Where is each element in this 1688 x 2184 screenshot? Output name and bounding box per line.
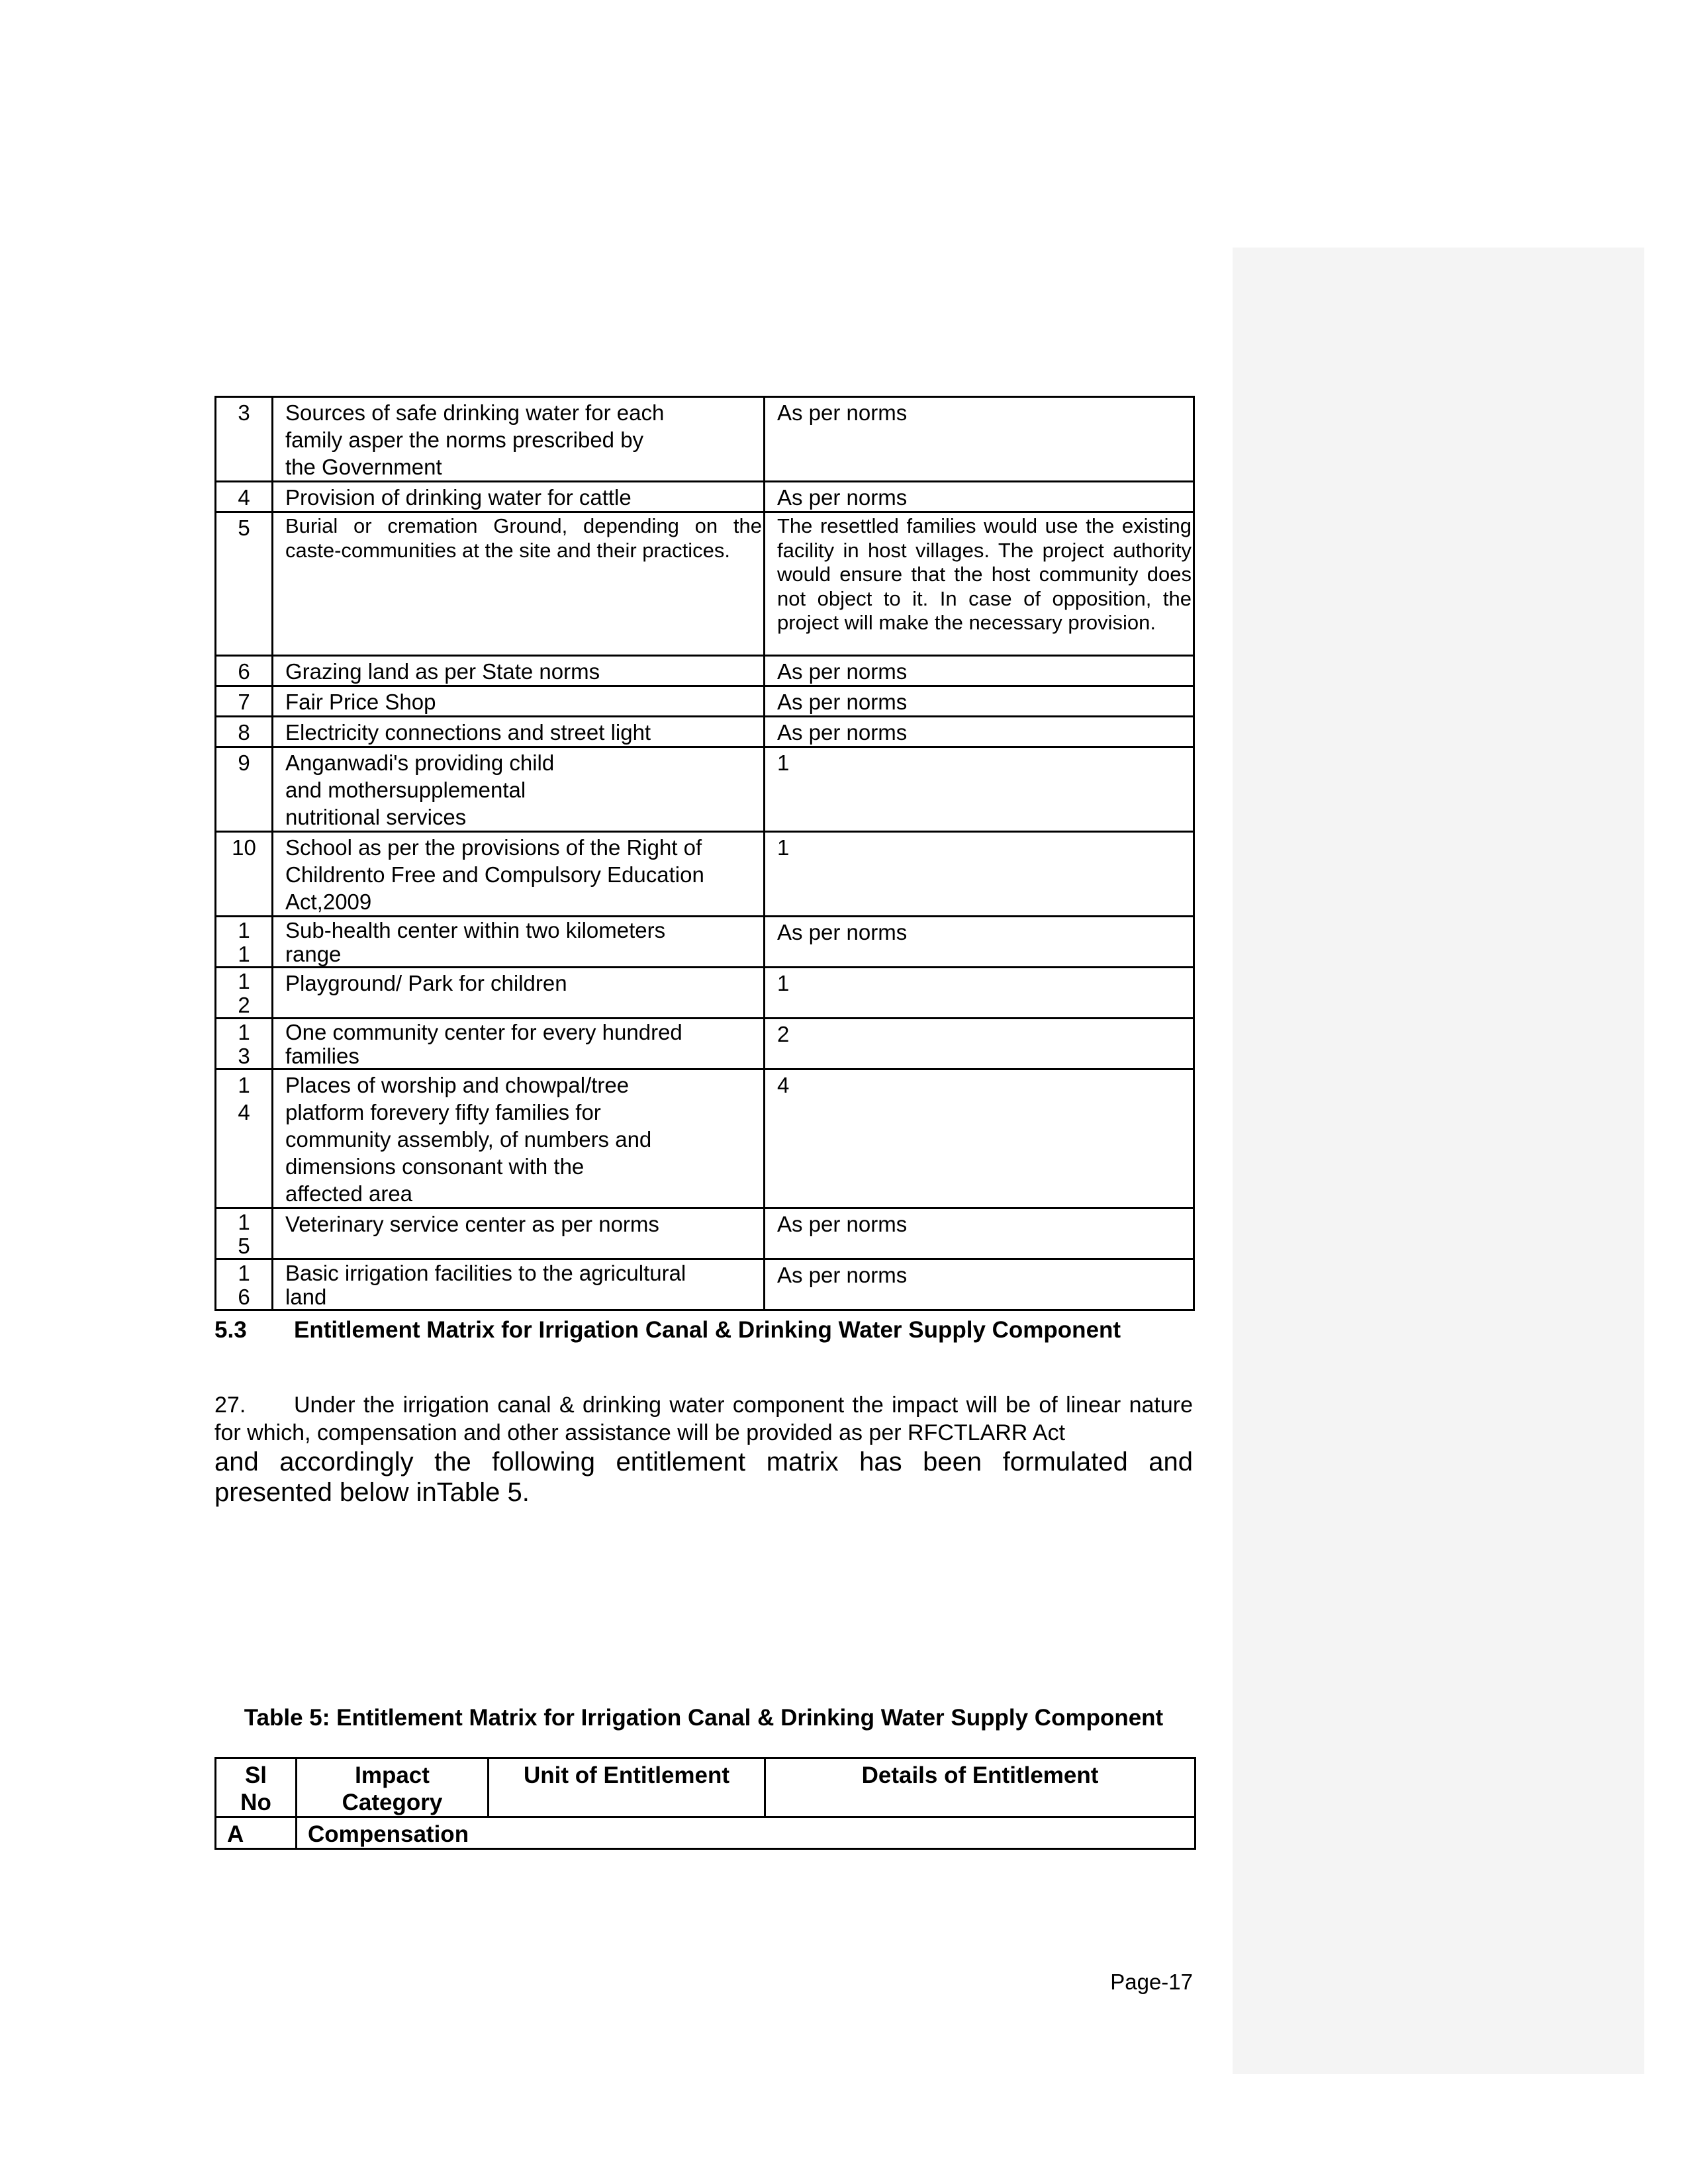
facility-cell: Grazing land as per State norms bbox=[273, 656, 765, 686]
table-row bbox=[216, 1069, 1194, 1208]
facility-cell: Provision of drinking water for cattle bbox=[273, 482, 765, 512]
table-row bbox=[216, 512, 1194, 656]
facility-cell: Anganwadi's providing child and mothersupplemental nutritional services bbox=[273, 747, 765, 832]
provision-cell: 1 bbox=[765, 832, 1194, 917]
table-row bbox=[216, 717, 1194, 747]
provision-cell: As per norms bbox=[765, 686, 1194, 717]
row-number: 1 1 bbox=[216, 917, 273, 968]
facility-cell: Sub-health center within two kilometers range bbox=[273, 917, 765, 968]
provision-cell: 4 bbox=[765, 1069, 1194, 1208]
table-row bbox=[216, 397, 1194, 482]
header-unit-of-entitlement: Unit of Entitlement bbox=[489, 1758, 765, 1817]
provision-cell: As per norms bbox=[765, 482, 1194, 512]
amenities-table bbox=[214, 396, 1195, 1311]
provision-cell: The resettled families would use the existing facility in host villages. The project authority would ensure that the host community does not object to it. In case of opposition, the project will make the necessary provision. bbox=[765, 512, 1194, 656]
row-number: 1 4 bbox=[216, 1069, 273, 1208]
facility-cell: Electricity connections and street light bbox=[273, 717, 765, 747]
row-number: 1 6 bbox=[216, 1259, 273, 1310]
paragraph-number: 27. bbox=[214, 1392, 246, 1418]
comment-pane bbox=[1233, 248, 1644, 2074]
section-number: 5.3 bbox=[214, 1317, 247, 1343]
facility-cell: Places of worship and chowpal/tree platform forevery fifty families for community assembly, of numbers and dimensions consonant with the affected area bbox=[273, 1069, 765, 1208]
facility-cell: Fair Price Shop bbox=[273, 686, 765, 717]
provision-cell: As per norms bbox=[765, 1259, 1194, 1310]
section-title: Entitlement Matrix for Irrigation Canal & Drinking Water Supply Component bbox=[294, 1317, 1121, 1343]
row-number: 5 bbox=[216, 512, 273, 656]
facility-cell: Veterinary service center as per norms bbox=[273, 1208, 765, 1259]
row-number: 1 5 bbox=[216, 1208, 273, 1259]
table-caption: Table 5: Entitlement Matrix for Irrigation Canal & Drinking Water Supply Component bbox=[244, 1705, 1164, 1731]
header-sl-no: Sl No bbox=[216, 1758, 297, 1817]
table-row bbox=[216, 1208, 1194, 1259]
facility-cell: School as per the provisions of the Right of Childrento Free and Compulsory Education Act,2009 bbox=[273, 832, 765, 917]
body-paragraph bbox=[214, 1391, 1193, 1508]
entitlement-table bbox=[214, 1757, 1196, 1850]
facility-cell: Playground/ Park for children bbox=[273, 968, 765, 1019]
facility-cell: Basic irrigation facilities to the agricultural land bbox=[273, 1259, 765, 1310]
table-row bbox=[216, 917, 1194, 968]
paragraph-text-continued: and accordingly the following entitlement matrix has been formulated and presented below inTable 5. bbox=[214, 1447, 1193, 1507]
row-number: 1 3 bbox=[216, 1019, 273, 1069]
section-heading bbox=[214, 1317, 1207, 1343]
provision-cell: 1 bbox=[765, 747, 1194, 832]
table-row bbox=[216, 482, 1194, 512]
page-number: Page-17 bbox=[1110, 1970, 1193, 1994]
table-row bbox=[216, 1019, 1194, 1069]
provision-cell: 1 bbox=[765, 968, 1194, 1019]
row-number: 6 bbox=[216, 656, 273, 686]
provision-cell: As per norms bbox=[765, 397, 1194, 482]
table-row bbox=[216, 656, 1194, 686]
table-row bbox=[216, 1259, 1194, 1310]
table-row bbox=[216, 1817, 1196, 1849]
provision-cell: As per norms bbox=[765, 1208, 1194, 1259]
row-number: 3 bbox=[216, 397, 273, 482]
provision-cell: As per norms bbox=[765, 717, 1194, 747]
table-row bbox=[216, 747, 1194, 832]
provision-cell: As per norms bbox=[765, 917, 1194, 968]
provision-cell: As per norms bbox=[765, 656, 1194, 686]
facility-cell: Sources of safe drinking water for each family asper the norms prescribed by the Government bbox=[273, 397, 765, 482]
row-number: 1 2 bbox=[216, 968, 273, 1019]
table-row bbox=[216, 968, 1194, 1019]
table-header-row bbox=[216, 1758, 1196, 1817]
facility-cell: One community center for every hundred families bbox=[273, 1019, 765, 1069]
row-number: 9 bbox=[216, 747, 273, 832]
row-number: 8 bbox=[216, 717, 273, 747]
paragraph-text: Under the irrigation canal & drinking water component the impact will be of linear nature for which, compensation and other assistance will be provided as per RFCTLARR Act bbox=[214, 1392, 1193, 1445]
row-number: 10 bbox=[216, 832, 273, 917]
facility-cell: Burial or cremation Ground, depending on the caste-communities at the site and their practices. bbox=[273, 512, 765, 656]
header-details-of-entitlement: Details of Entitlement bbox=[765, 1758, 1196, 1817]
row-number: 4 bbox=[216, 482, 273, 512]
header-impact-category: Impact Category bbox=[297, 1758, 489, 1817]
table-row bbox=[216, 686, 1194, 717]
category-label-cell: Compensation bbox=[297, 1817, 1196, 1849]
provision-cell: 2 bbox=[765, 1019, 1194, 1069]
table-row bbox=[216, 832, 1194, 917]
sl-cell: A bbox=[216, 1817, 297, 1849]
row-number: 7 bbox=[216, 686, 273, 717]
